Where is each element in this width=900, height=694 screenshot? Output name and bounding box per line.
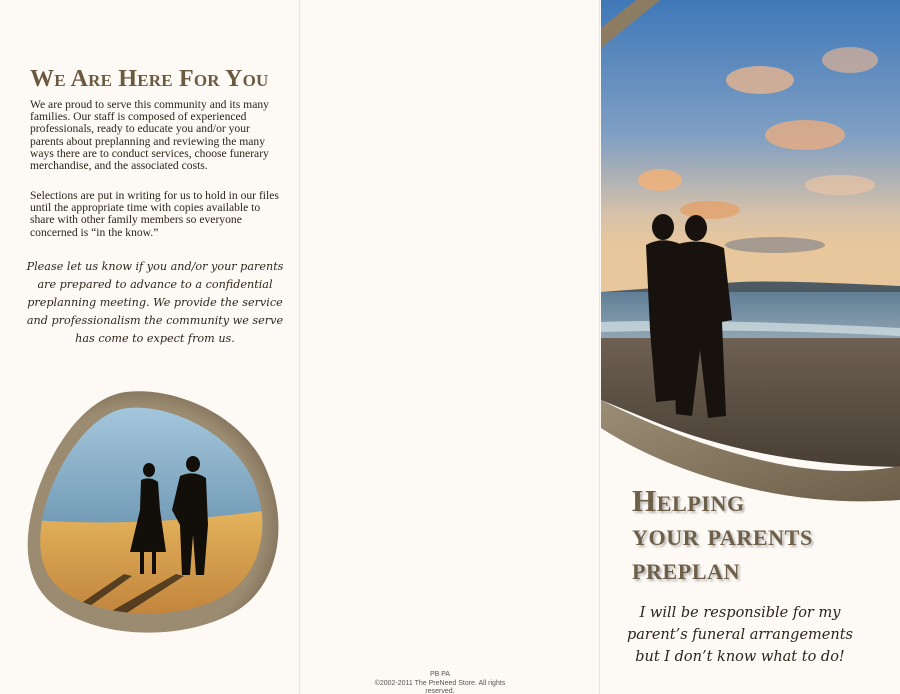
cover-title-line-2: your parents — [632, 517, 813, 552]
selections-paragraph: Selections are put in writing for us to hold in our files until the appropriate time with copies available to share with other family members so everyone concerned is “in the know.” — [30, 189, 279, 239]
cover-tagline: I will be responsible for my parent’s funeral arrangements but I don’t know what to do! — [626, 605, 853, 665]
cover-title — [632, 484, 813, 586]
cover-title-line-1: Helping — [632, 483, 745, 518]
cover-photo-beach-couple — [601, 0, 900, 478]
footer — [360, 671, 520, 694]
invitation-quote: Please let us know if you and/or your parents are prepared to advance to a confidential preplanning meeting. We provide the service and professionalism the community we serve has come to expect from us. — [26, 260, 284, 345]
product-code: PB PA — [429, 671, 451, 678]
cover-title-line-3: preplan — [632, 551, 741, 586]
intro-paragraph: We are proud to serve this community and its many families. Our staff is composed of experienced professionals, ready to educate you and/or your parents about preplanning and reviewing the many ways there are to conduct services, choose funerary merchandise, and the associated costs. — [30, 98, 269, 173]
copyright-notice: ©2002-2011 The PreNeed Store. All rights reserved. — [374, 679, 506, 694]
section-heading: We Are Here For You — [30, 66, 269, 92]
